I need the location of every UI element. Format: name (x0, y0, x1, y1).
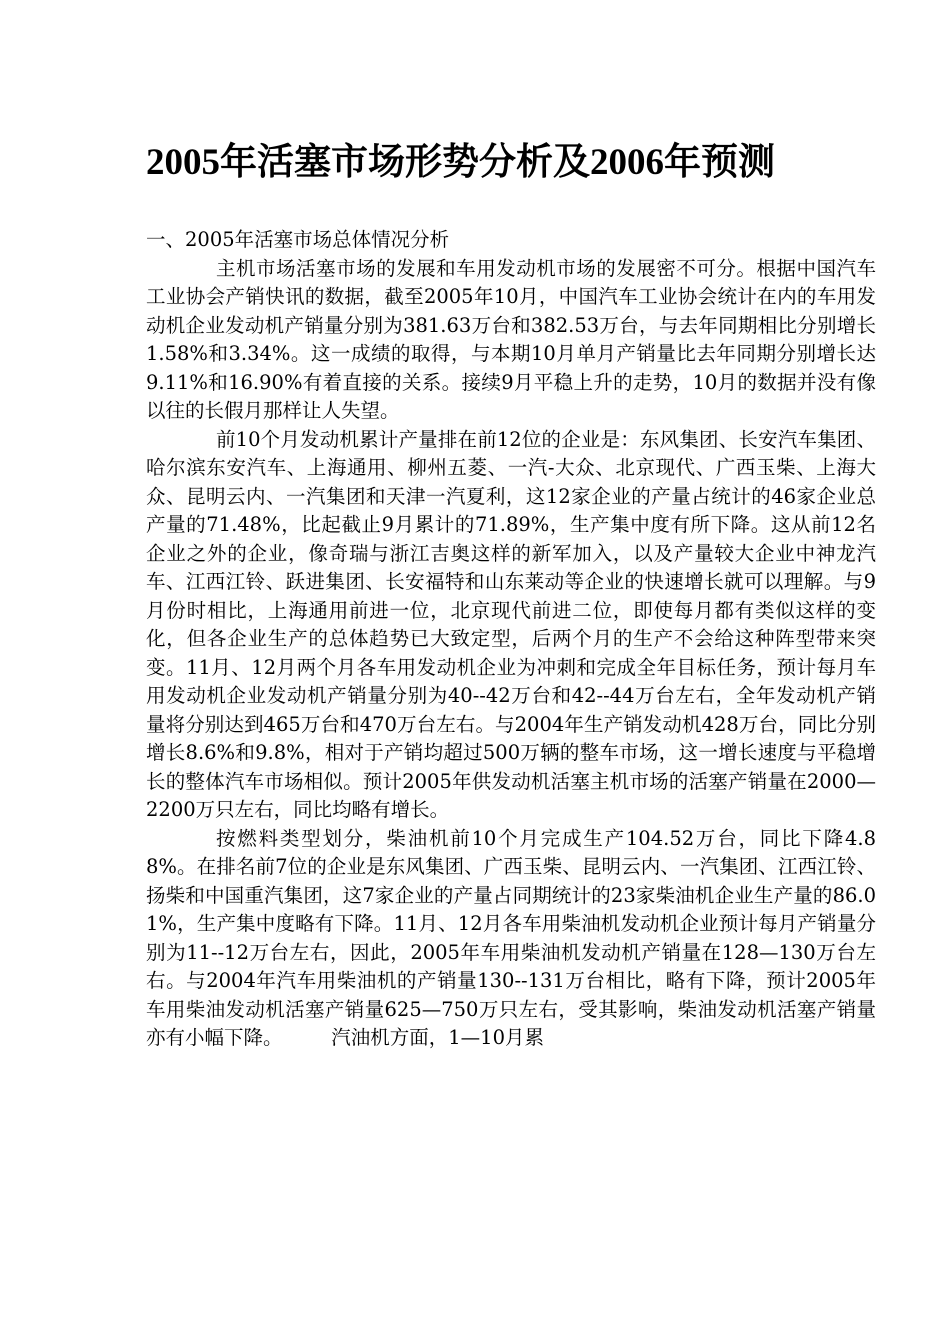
paragraph-3: 按燃料类型划分，柴油机前10个月完成生产104.52万台，同比下降4.88%。在排名前7位的企业是东风集团、广西玉柴、昆明云内、一汽集团、江西江铃、扬柴和中国重汽集团，这7家企业的产量占同期统计的23家柴油机企业生产量的86.01%，生产集中度略有下降。11月、12月各车用柴油机发动机企业预计每月产销量分别为11--12万台左右，因此，2005年车用柴油机发动机产销量在128—130万台左右。与2004年汽车用柴油机的产销量130--131万台相比，略有下降，预计2005年车用柴油发动机活塞产销量625—750万只左右，受其影响，柴油发动机活塞产销量亦有小幅下降。 汽油机方面，1—10月累 (146, 826, 876, 1049)
paragraph-2: 前10个月发动机累计产量排在前12位的企业是：东风集团、长安汽车集团、哈尔滨东安汽车、上海通用、柳州五菱、一汽-大众、北京现代、广西玉柴、上海大众、昆明云内、一汽集团和天津一汽夏利，这12家企业的产量占统计的46家企业总产量的71.48%，比起截止9月累计的71.89%，生产集中度有所下降。这从前12名企业之外的企业，像奇瑞与浙江吉奥这样的新军加入，以及产量较大企业中神龙汽车、江西江铃、跃进集团、长安福特和山东莱动等企业的快速增长就可以理解。与9月份时相比，上海通用前进一位，北京现代前进二位，即使每月都有类似这样的变化，但各企业生产的总体趋势已大致定型，后两个月的生产不会给这种阵型带来突变。11月、12月两个月各车用发动机企业为冲刺和完成全年目标任务，预计每月车用发动机企业发动机产销量分别为40--42万台和42--44万台左右，全年发动机产销量将分别达到465万台和470万台左右。与2004年生产销发动机428万台，同比分别增长8.6%和9.8%，相对于产销均超过500万辆的整车市场，这一增长速度与平稳增长的整体汽车市场相似。预计2005年供发动机活塞主机市场的活塞产销量在2000—2200万只左右，同比均略有增长。 (146, 427, 876, 821)
document-title: 2005年活塞市场形势分析及2006年预测 (146, 142, 775, 183)
document-page (146, 138, 876, 1053)
paragraph-1: 主机市场活塞市场的发展和车用发动机市场的发展密不可分。根据中国汽车工业协会产销快讯的数据，截至2005年10月，中国汽车工业协会统计在内的车用发动机企业发动机产销量分别为381.63万台和382.53万台，与去年同期相比分别增长1.58%和3.34%。这一成绩的取得，与本期10月单月产销量比去年同期分别增长达9.11%和16.90%有着直接的关系。接续9月平稳上升的走势，10月的数据并没有像以往的长假月那样让人失望。 (146, 256, 876, 422)
section-heading: 一、2005年活塞市场总体情况分析 (146, 228, 450, 251)
